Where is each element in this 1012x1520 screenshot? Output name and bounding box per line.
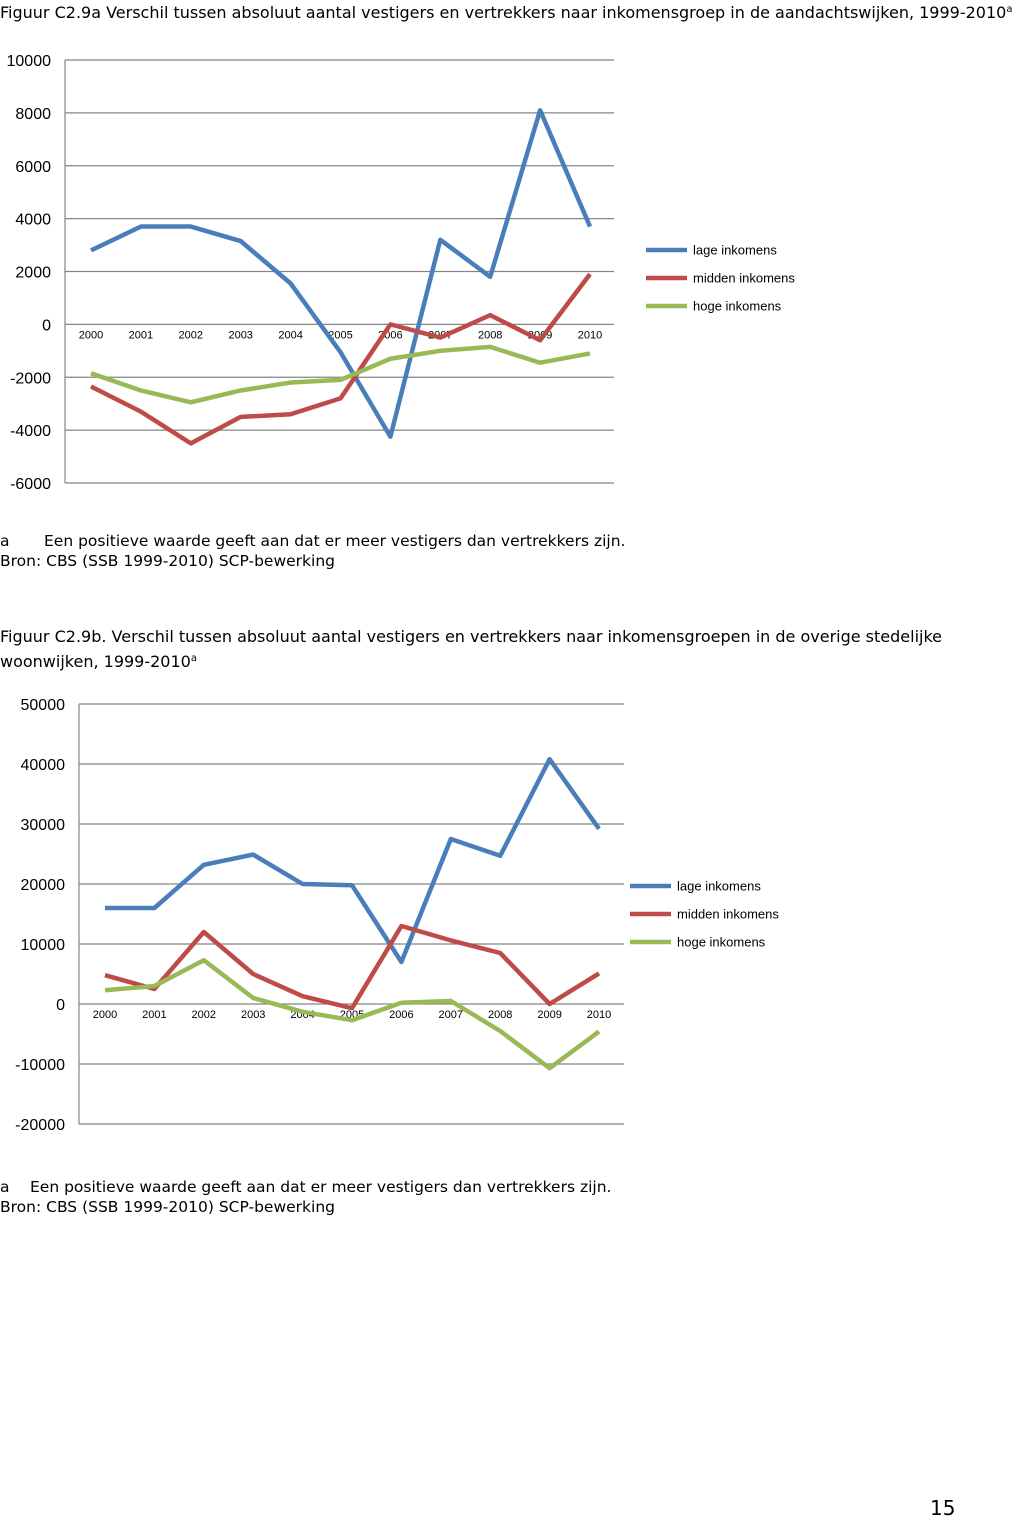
y-tick-label: 40000 bbox=[21, 757, 66, 774]
x-tick-label: 2005 bbox=[328, 329, 352, 341]
y-tick-label: 8000 bbox=[15, 106, 51, 123]
x-tick-label: 2010 bbox=[578, 329, 602, 341]
y-tick-label: -6000 bbox=[10, 476, 51, 493]
figure-b-source: Bron: CBS (SSB 1999-2010) SCP-bewerking bbox=[0, 1197, 335, 1217]
legend-label: hoge inkomens bbox=[693, 299, 782, 314]
y-tick-label: -10000 bbox=[15, 1057, 65, 1074]
series-line-2 bbox=[105, 926, 599, 1008]
x-tick-label: 2001 bbox=[142, 1009, 166, 1021]
x-tick-label: 2006 bbox=[378, 329, 402, 341]
series-line-1 bbox=[105, 759, 599, 962]
y-tick-label: 10000 bbox=[7, 53, 52, 70]
figure-b-note bbox=[0, 1177, 611, 1197]
x-tick-label: 2002 bbox=[179, 329, 203, 341]
legend-label: midden inkomens bbox=[693, 271, 795, 286]
legend-label: midden inkomens bbox=[677, 907, 779, 922]
y-tick-label: 10000 bbox=[21, 937, 66, 954]
x-tick-label: 2004 bbox=[278, 329, 302, 341]
x-tick-label: 2008 bbox=[478, 329, 502, 341]
x-tick-label: 2001 bbox=[129, 329, 153, 341]
y-tick-label: 30000 bbox=[21, 817, 66, 834]
y-tick-label: 4000 bbox=[15, 212, 51, 229]
y-tick-label: 0 bbox=[56, 997, 65, 1014]
y-tick-label: 2000 bbox=[15, 265, 51, 282]
y-tick-label: 20000 bbox=[21, 877, 66, 894]
legend-label: lage inkomens bbox=[677, 879, 761, 894]
figure-b-note-mark: a bbox=[0, 1177, 30, 1197]
figure-b-note-text: Een positieve waarde geeft aan dat er meer vestigers dan vertrekkers zijn. bbox=[30, 1178, 611, 1196]
x-tick-label: 2009 bbox=[528, 329, 552, 341]
figure-b-caption-sup: a bbox=[191, 653, 197, 664]
figure-a-source: Bron: CBS (SSB 1999-2010) SCP-bewerking bbox=[0, 551, 335, 571]
x-tick-label: 2004 bbox=[290, 1009, 314, 1021]
y-tick-label: -4000 bbox=[10, 423, 51, 440]
x-tick-label: 2005 bbox=[340, 1009, 364, 1021]
x-tick-label: 2009 bbox=[537, 1009, 561, 1021]
x-tick-label: 2006 bbox=[389, 1009, 413, 1021]
x-tick-label: 2003 bbox=[241, 1009, 265, 1021]
figure-a-note-text: Een positieve waarde geeft aan dat er meer vestigers dan vertrekkers zijn. bbox=[44, 532, 625, 550]
y-tick-label: -20000 bbox=[15, 1117, 65, 1134]
x-tick-label: 2000 bbox=[93, 1009, 117, 1021]
figure-b-caption-text: Figuur C2.9b. Verschil tussen absoluut aantal vestigers en vertrekkers naar inkomensgroepen in de overige stedelijke woonwijken, 1999-2010 bbox=[0, 627, 942, 671]
figure-a-note-mark: a bbox=[0, 531, 44, 551]
x-tick-label: 2008 bbox=[488, 1009, 512, 1021]
legend-label: lage inkomens bbox=[693, 243, 777, 258]
x-tick-label: 2007 bbox=[428, 329, 452, 341]
y-tick-label: 0 bbox=[42, 317, 51, 334]
x-tick-label: 2000 bbox=[79, 329, 103, 341]
legend-label: hoge inkomens bbox=[677, 935, 766, 950]
x-tick-label: 2007 bbox=[439, 1009, 463, 1021]
y-tick-label: 6000 bbox=[15, 159, 51, 176]
page-number: 15 bbox=[930, 1496, 955, 1520]
figure-a-caption-text: Figuur C2.9a Verschil tussen absoluut aantal vestigers en vertrekkers naar inkomensgroep in de aandachtswijken, 1999-2010 bbox=[0, 3, 1006, 22]
y-tick-label: -2000 bbox=[10, 370, 51, 387]
x-tick-label: 2003 bbox=[228, 329, 252, 341]
figure-a-caption-sup: a bbox=[1006, 4, 1012, 15]
x-tick-label: 2002 bbox=[192, 1009, 216, 1021]
x-tick-label: 2010 bbox=[587, 1009, 611, 1021]
y-tick-label: 50000 bbox=[21, 697, 66, 714]
